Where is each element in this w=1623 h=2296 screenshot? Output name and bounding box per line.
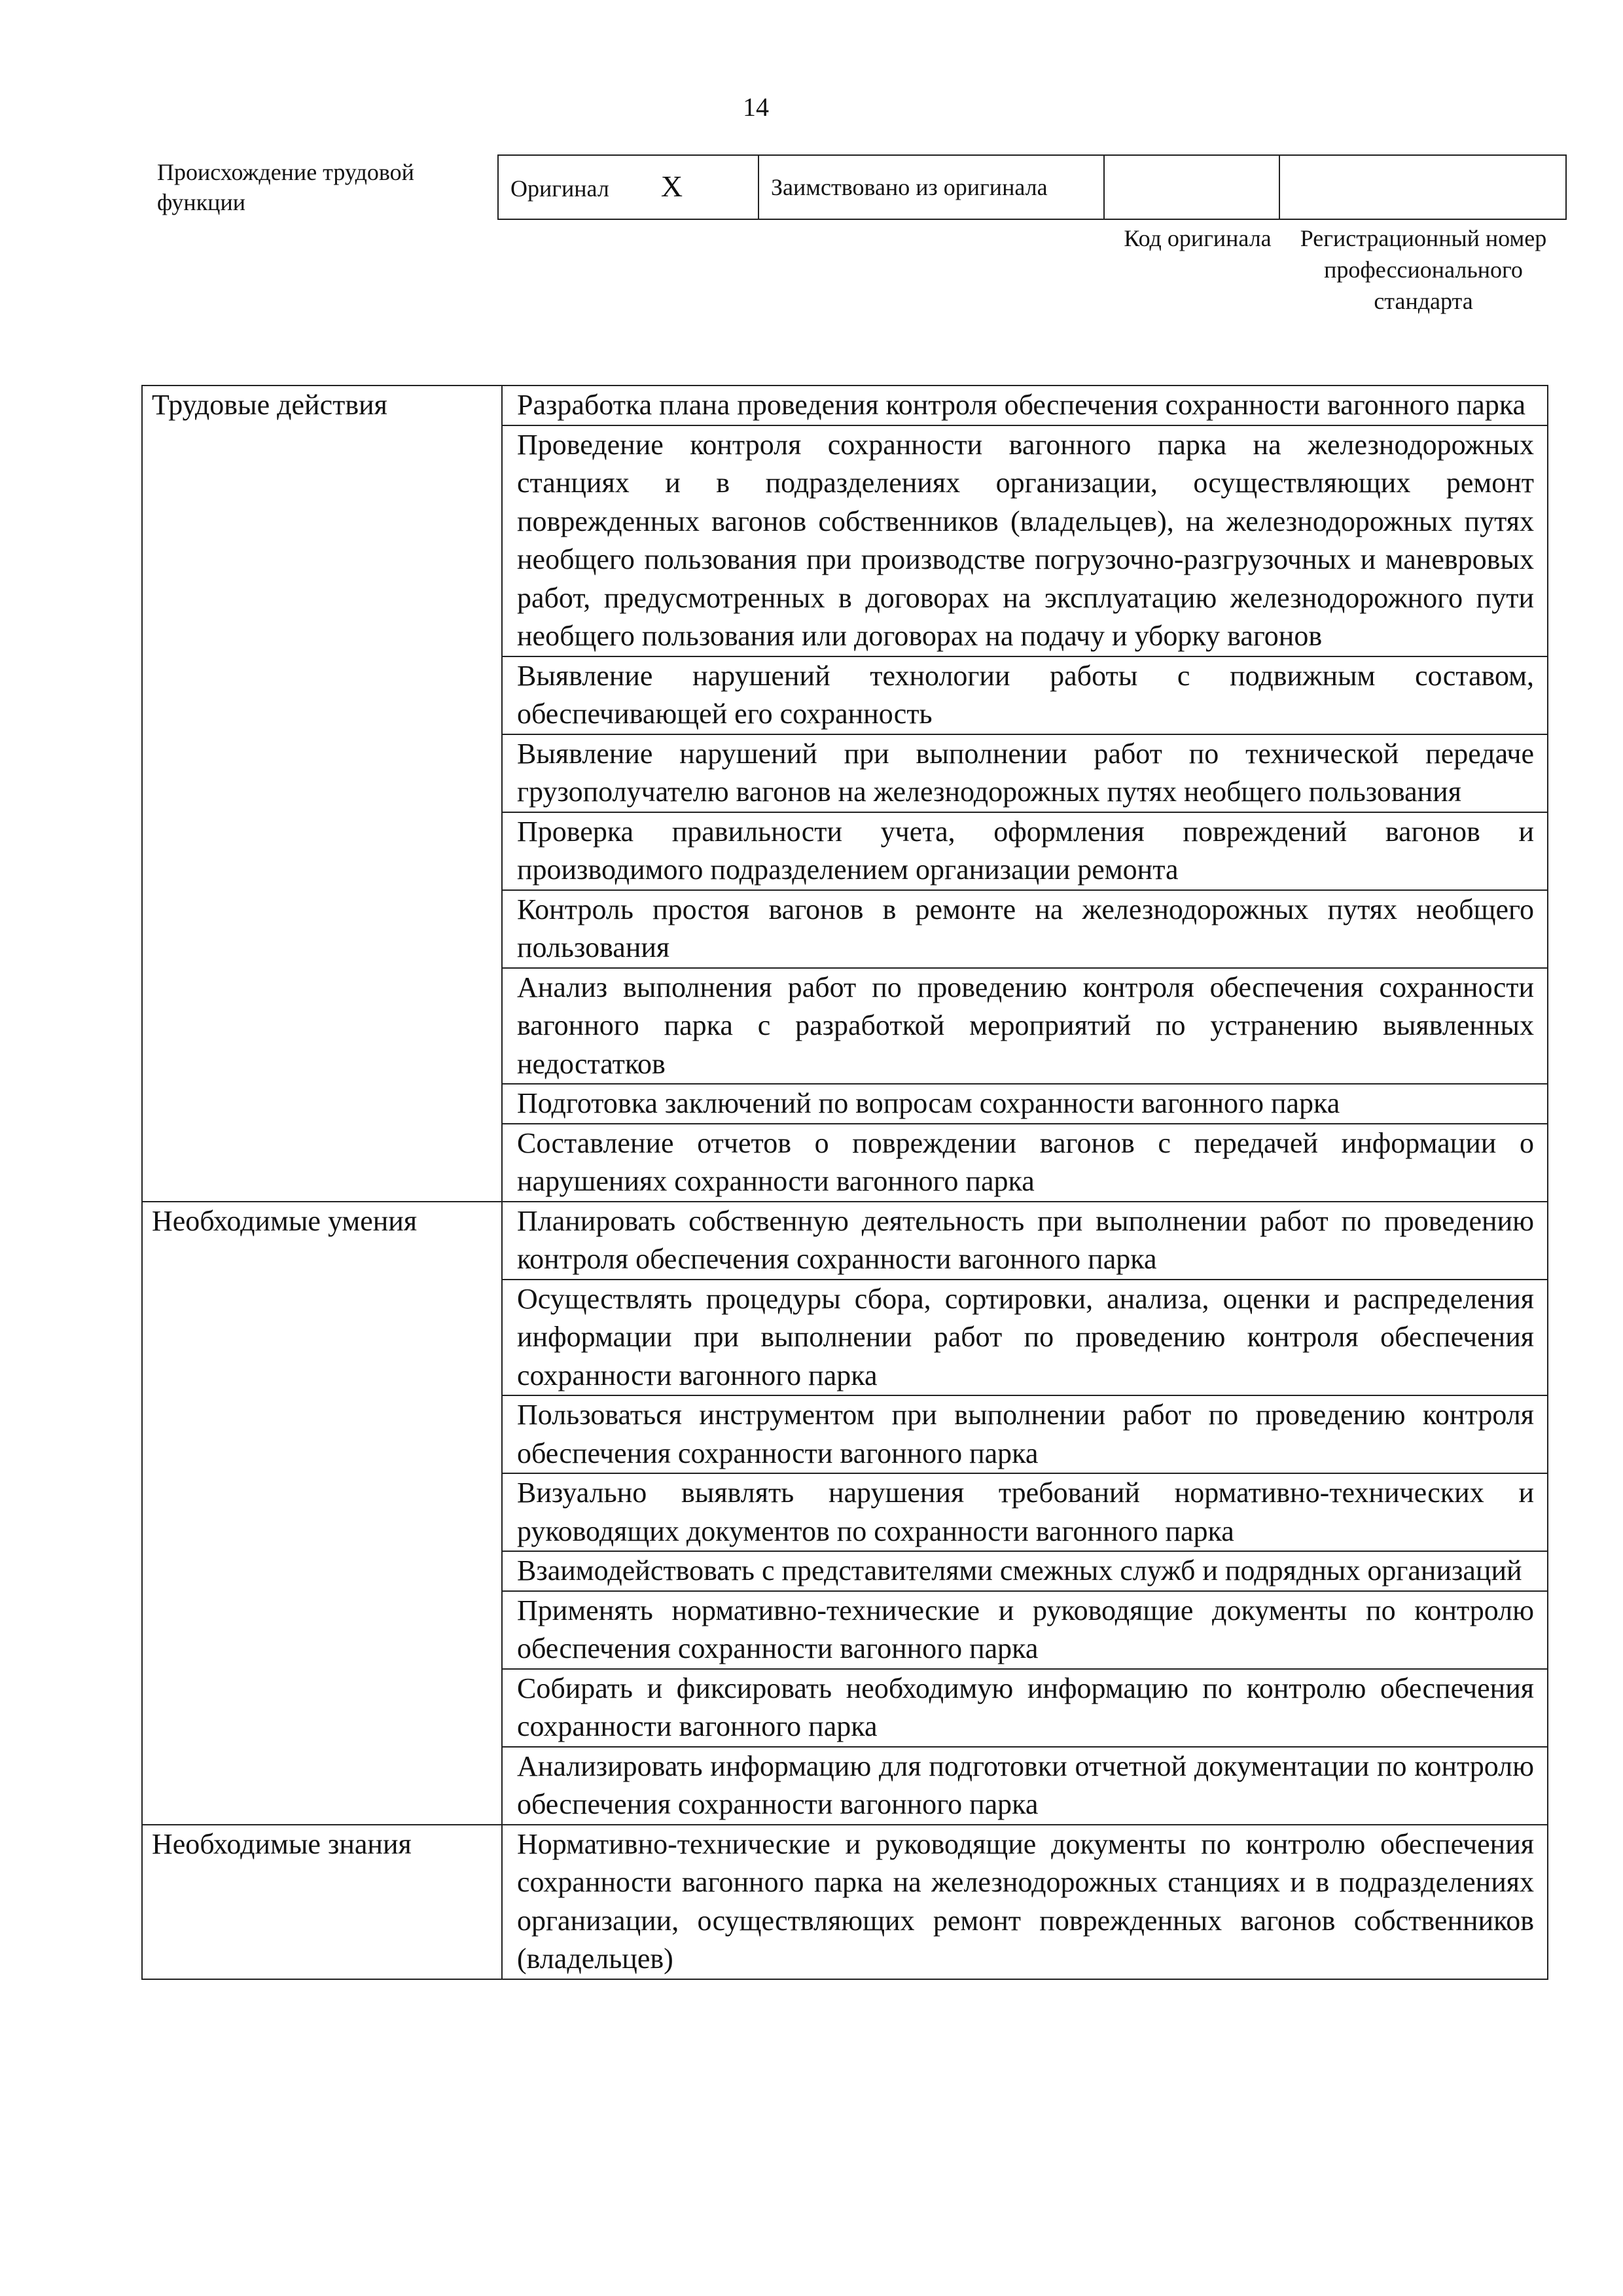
section-knowledge-label: Необходимые знания: [142, 1825, 502, 1979]
section-labor-actions-label: Трудовые действия: [142, 386, 502, 1202]
table-cell: Визуально выявлять нарушения требований нормативно-технических и руководящих документов по сохранности вагонного парка: [502, 1473, 1548, 1551]
table-cell: Составление отчетов о повреждении вагонов с передачей информации о нарушениях сохранности вагонного парка: [502, 1124, 1548, 1202]
origin-borrowed-cell: Заимствовано из оригинала: [758, 155, 1104, 219]
table-cell: Применять нормативно-технические и руководящие документы по контролю обеспечения сохранности вагонного парка: [502, 1591, 1548, 1669]
function-table: [141, 385, 1548, 1980]
table-cell: Проведение контроля сохранности вагонного парка на железнодорожных станциях и в подразделениях организации, осуществляющих ремонт поврежденных вагонов собственников (владельцев), на железнодорожных путях необщего пользования при производстве погрузочно-разгрузочных и маневровых работ, предусмотренных в договорах на эксплуатацию железнодорожного пути необщего пользования или договорах на подачу и уборку вагонов: [502, 425, 1548, 656]
origin-original-cell: [498, 155, 758, 219]
table-cell: Выявление нарушений технологии работы с подвижным составом, обеспечивающей его сохранность: [502, 656, 1548, 734]
origin-code-cell: [1104, 155, 1279, 219]
table-cell: Пользоваться инструментом при выполнении работ по проведению контроля обеспечения сохранности вагонного парка: [502, 1395, 1548, 1473]
origin-original-mark: X: [660, 169, 683, 203]
table-cell: Собирать и фиксировать необходимую информацию по контролю обеспечения сохранности вагонного парка: [502, 1669, 1548, 1747]
table-cell: Выявление нарушений при выполнении работ по технической передаче грузополучателю вагонов на железнодорожных путях необщего пользования: [502, 734, 1548, 812]
table-cell: Разработка плана проведения контроля обеспечения сохранности вагонного парка: [502, 386, 1548, 425]
table-row: [142, 1202, 1548, 1280]
table-cell: Проверка правильности учета, оформления повреждений вагонов и производимого подразделением организации ремонта: [502, 812, 1548, 890]
origin-table: [497, 154, 1567, 220]
caption-reg: Регистрационный номер профессионального стандарта: [1300, 225, 1547, 314]
table-cell: Нормативно-технические и руководящие документы по контролю обеспечения сохранности вагонного парка на железнодорожных станциях и в подразделениях организации, осуществляющих ремонт поврежденных вагонов собственников (владельцев): [502, 1825, 1548, 1979]
table-row: [142, 1825, 1548, 1979]
origin-label: Происхождение трудовой функции: [157, 159, 414, 215]
table-cell: Подготовка заключений по вопросам сохранности вагонного парка: [502, 1084, 1548, 1124]
table-cell: Осуществлять процедуры сбора, сортировки, анализа, оценки и распределения информации при выполнении работ по проведению контроля обеспечения сохранности вагонного парка: [502, 1280, 1548, 1396]
table-row: [142, 386, 1548, 425]
section-skills-label: Необходимые умения: [142, 1202, 502, 1825]
origin-original-label: Оригинал: [510, 175, 609, 202]
page-number: 14: [743, 92, 769, 122]
origin-reg-cell: [1279, 155, 1566, 219]
table-cell: Контроль простоя вагонов в ремонте на железнодорожных путях необщего пользования: [502, 890, 1548, 968]
table-cell: Взаимодействовать с представителями смежных служб и подрядных организаций: [502, 1551, 1548, 1591]
caption-code: Код оригинала: [1124, 225, 1272, 251]
table-cell: Планировать собственную деятельность при выполнении работ по проведению контроля обеспечения сохранности вагонного парка: [502, 1202, 1548, 1280]
table-cell: Анализировать информацию для подготовки отчетной документации по контролю обеспечения сохранности вагонного парка: [502, 1747, 1548, 1825]
table-cell: Анализ выполнения работ по проведению контроля обеспечения сохранности вагонного парка с разработкой мероприятий по устранению выявленных недостатков: [502, 968, 1548, 1085]
